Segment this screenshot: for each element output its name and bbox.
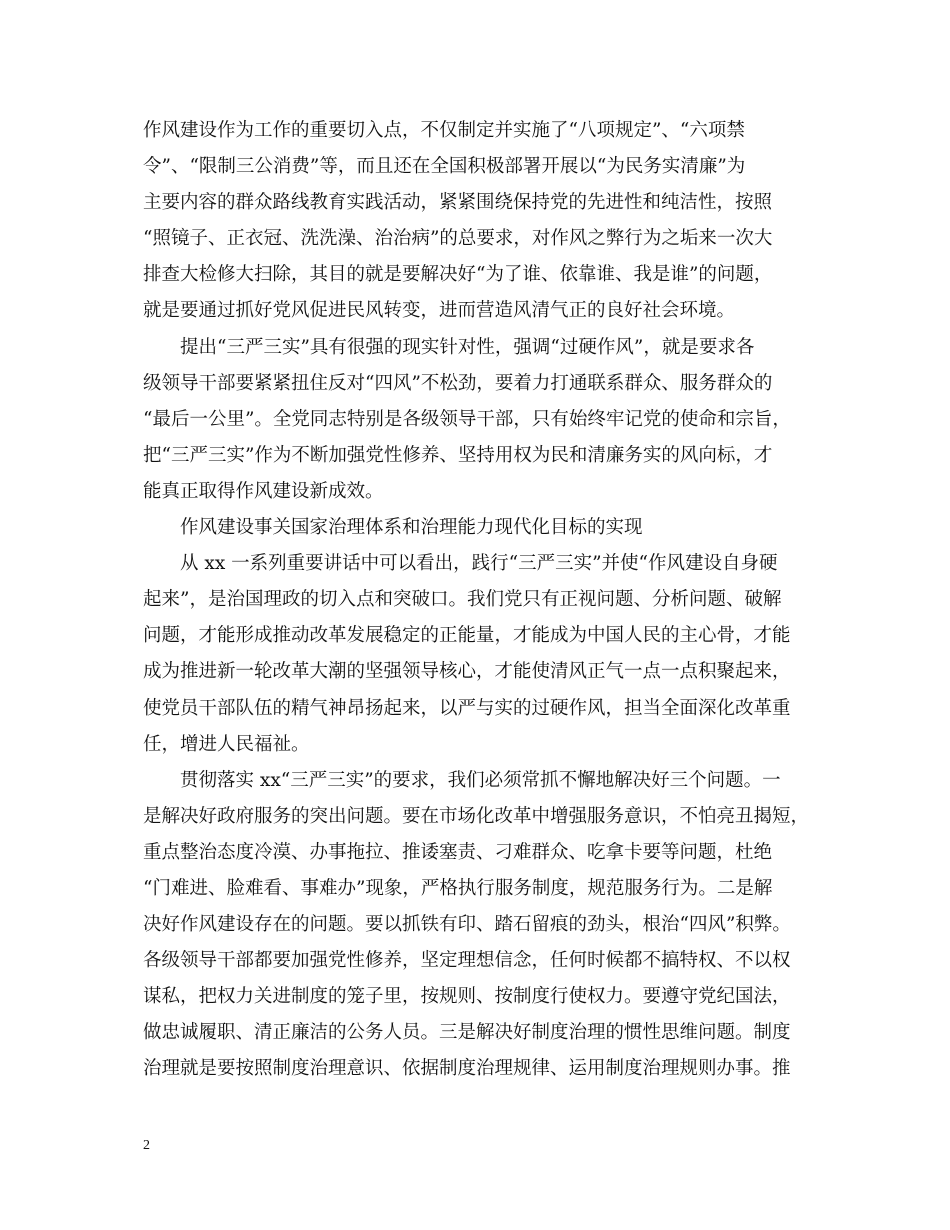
paragraph [143,113,813,330]
text-line: 做忠诚履职、清正廉洁的公务人员。三是解决好制度治理的惯性思维问题。制度 [143,1022,791,1044]
text-line: 主要内容的群众路线教育实践活动，紧紧围绕保持党的先进性和纯洁性，按照 [143,192,773,214]
text-line: 谋私，把权力关进制度的笼子里，按规则、按制度行使权力。要遵守党纪国法， [143,986,791,1008]
text-line: 级领导干部要紧紧扭住反对“四风”不松劲，要着力打通联系群众、服务群众的 [143,372,773,394]
text-line: 作风建设作为工作的重要切入点，不仅制定并实施了“八项规定”、“六项禁 [143,120,745,141]
text-line: 决好作风建设存在的问题。要以抓铁有印、踏石留痕的劲头，根治“四风”积弊。 [143,914,791,936]
text-line: 提出“三严三实”具有很强的现实针对性，强调“过硬作风”，就是要求各 [180,336,755,358]
text-line: 各级领导干部都要加强党性修养，坚定理想信念，任何时候都不搞特权、不以权 [143,950,791,972]
text-line: “照镜子、正衣冠、洗洗澡、治治病”的总要求，对作风之弊行为之垢来一次大 [143,228,773,250]
text-line: 重点整治态度冷漠、办事拖拉、推诿塞责、刁难群众、吃拿卡要等问题，杜绝 [143,841,773,863]
page-number: 2 [143,1138,150,1153]
text-line: 就是要通过抓好党风促进民风转变，进而营造风清气正的良好社会环境。 [143,300,736,322]
text-line: 排查大检修大扫除，其目的就是要解决好“为了谁、依靠谁、我是谁”的问题， [143,264,773,286]
paragraph [143,546,813,763]
text-line: 能真正取得作风建设新成效。 [143,480,384,502]
paragraph [143,330,813,510]
text-line: 把“三严三实”作为不断加强党性修养、坚持用权为民和清廉务实的风向标，才 [143,444,773,466]
paragraph [143,510,813,546]
text-line: “最后一公里”。全党同志特别是各级领导干部，只有始终牢记党的使命和宗旨， [143,408,791,430]
text-line: 使党员干部队伍的精气神昂扬起来，以严与实的过硬作风，担当全面深化改革重 [143,697,791,719]
text-line: 成为推进新一轮改革大潮的坚强领导核心，才能使清风正气一点一点积聚起来， [143,661,791,683]
body-text [143,113,813,1088]
text-line: 是解决好政府服务的突出问题。要在市场化改革中增强服务意识，不怕亮丑揭短， [143,805,810,827]
text-line: “门难进、脸难看、事难办”现象，严格执行服务制度，规范服务行为。二是解 [143,877,773,899]
text-line: 贯彻落实 xx“三严三实”的要求，我们必须常抓不懈地解决好三个问题。一 [180,769,781,791]
text-line: 治理就是要按照制度治理意识、依据制度治理规律、运用制度治理规则办事。推 [143,1058,791,1080]
text-line: 令”、“限制三公消费”等，而且还在全国积极部署开展以“为民务实清廉”为 [143,156,746,178]
paragraph [143,763,813,1088]
text-line: 问题，才能形成推动改革发展稳定的正能量，才能成为中国人民的主心骨，才能 [143,625,791,647]
text-line: 从 xx 一系列重要讲话中可以看出，践行“三严三实”并使“作风建设自身硬 [180,553,778,575]
text-line: 作风建设事关国家治理体系和治理能力现代化目标的实现 [180,517,643,539]
text-line: 任，增进人民福祉。 [143,733,310,755]
text-line: 起来”，是治国理政的切入点和突破口。我们党只有正视问题、分析问题、破解 [143,589,782,611]
